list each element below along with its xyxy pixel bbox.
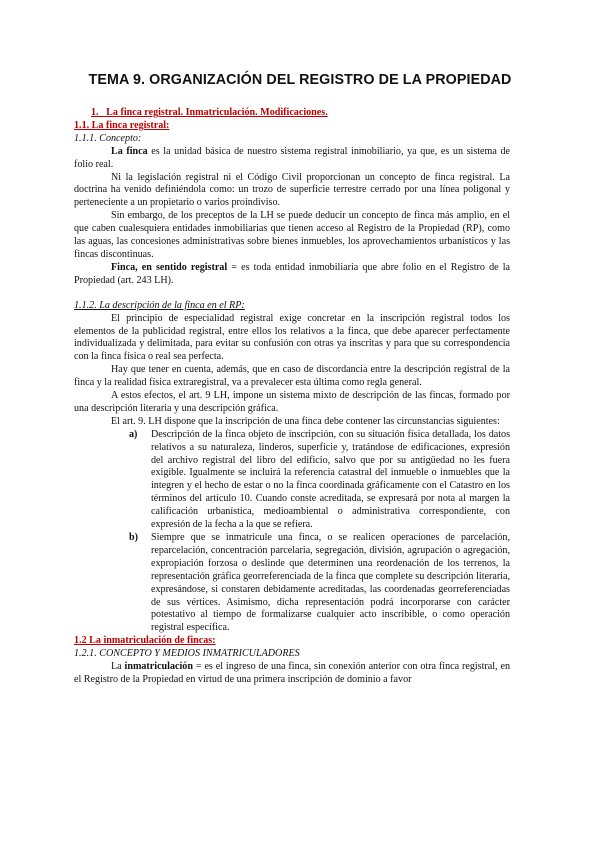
paragraph-discordancia: Hay que tener en cuenta, además, que en caso de discordancia entre la descripción registral de la finca y la realidad física extraregistral, va a prevalecer esta última como regla general. bbox=[74, 364, 510, 389]
list-marker: a) bbox=[129, 428, 138, 440]
section-1-1-2-heading: 1.1.2. La descripción de la finca en el RP: bbox=[74, 299, 245, 311]
paragraph-sistema-mixto: A estos efectos, el art. 9 LH, impone un sistema mixto de descripción de las fincas, formado por una descripción literaria y una descripción gráfica. bbox=[74, 390, 510, 414]
paragraph-finca-definition: La finca es la unidad básica de nuestro sistema registral inmobiliario, ya que, es un sistema de folio real. bbox=[74, 145, 510, 170]
document-body bbox=[74, 107, 510, 687]
section-1-heading bbox=[91, 107, 510, 120]
term-inmatriculacion: inmatriculación bbox=[124, 661, 193, 673]
list-item-text: Descripción de la finca objeto de inscripción, con su situación física detallada, los datos relativos a su naturaleza, linderos, superficie y, tratándose de edificaciones, expresión del archivo registral del libro del edificio, salvo que por su antigüedad no les fuera exigible. Igualmente se incluirá la referencia catastral del inmueble o inmuebles que la integren y el hecho de estar o no la finca coordinada gráficamente con el Catastro en los términos del artículo 10. Cuando conste acreditada, se expresará por nota al margen la calificación urbanística, medioambiental o administrativa correspondiente, con expresión de la fecha a la que se refiera. bbox=[151, 428, 510, 531]
section-1-1-heading: 1.1. La finca registral: bbox=[74, 119, 170, 131]
paragraph-doctrina: Ni la legislación registral ni el Código Civil proporcionan un concepto de finca registral. La doctrina ha venido definiéndola como: un trozo de superficie terrestre cerrado por una línea poligonal y perteneciente a un propietario o varios proindiviso. bbox=[74, 171, 510, 209]
list-item-text: Siempre que se inmatricule una finca, o se realicen operaciones de parcelación, reparcelación, concentración parcelaria, segregación, división, agrupación o agregación, expropiación forzosa o deslinde que determinen una reordenación de los terrenos, la representación gráfica georreferenciada de la finca que complete su descripción literaria, expresándose, si constaren debidamente acreditadas, las coordenadas georreferenciadas de sus vértices. Asimismo, dicha representación podrá incorporarse con carácter potestativo al tiempo de formalizarse cualquier acto inscribible, o como operación registral específica. bbox=[151, 532, 510, 634]
section-1-title: La finca registral. Inmatriculación. Modificaciones. bbox=[106, 107, 328, 118]
section-1-1-1-heading: 1.1.1. Concepto: bbox=[74, 132, 142, 144]
term-la-finca: La finca bbox=[111, 145, 148, 157]
list-item bbox=[129, 532, 510, 635]
section-1-2-1-heading: 1.2.1. CONCEPTO Y MEDIOS INMATRICULADORES bbox=[74, 648, 300, 660]
list-marker: b) bbox=[129, 532, 138, 543]
paragraph-finca-registral: Finca, en sentido registral = es toda entidad inmobiliaria que abre folio en el Registro de la Propiedad (art. 243 LH). bbox=[74, 261, 510, 286]
paragraph-inmatriculacion: La inmatriculación = es el ingreso de una finca, sin conexión anterior con otra finca registral, en el Registro de la Propiedad en virtud de una primera inscripción de dominio a favor bbox=[74, 661, 510, 685]
term-finca-registral: Finca, en sentido registral bbox=[111, 261, 228, 273]
section-1-number: 1. bbox=[91, 107, 99, 118]
paragraph-art9: El art. 9. LH dispone que la inscripción de una finca debe contener las circunstancias siguientes: bbox=[111, 415, 500, 427]
paragraph-especialidad: El principio de especialidad registral exige concretar en la inscripción registral todos los elementos de la publicidad registral, entre ellos los relativos a la finca, que debe aparecer perfectamente individualizada y delimitada, para evitar su confusión con otras ya inscritas y para que su correspondencia con la finca física o real sea perfecta. bbox=[74, 312, 510, 363]
list-item bbox=[129, 428, 510, 532]
section-1-2-heading: 1.2 La inmatriculación de fincas: bbox=[74, 635, 216, 647]
page-title: TEMA 9. ORGANIZACIÓN DEL REGISTRO DE LA PROPIEDAD bbox=[88, 72, 512, 88]
circumstances-list bbox=[74, 429, 510, 636]
paragraph-concepto-amplio: Sin embargo, de los preceptos de la LH se puede deducir un concepto de finca más amplio, en el que caben cualesquiera entidades inmobiliarias que tienen acceso al Registro de la Propiedad (RP), como las aguas, las concesiones administrativas sobre bienes inmuebles, los aprovechamientos urbanísticos y las fincas discontinuas. bbox=[74, 210, 510, 260]
